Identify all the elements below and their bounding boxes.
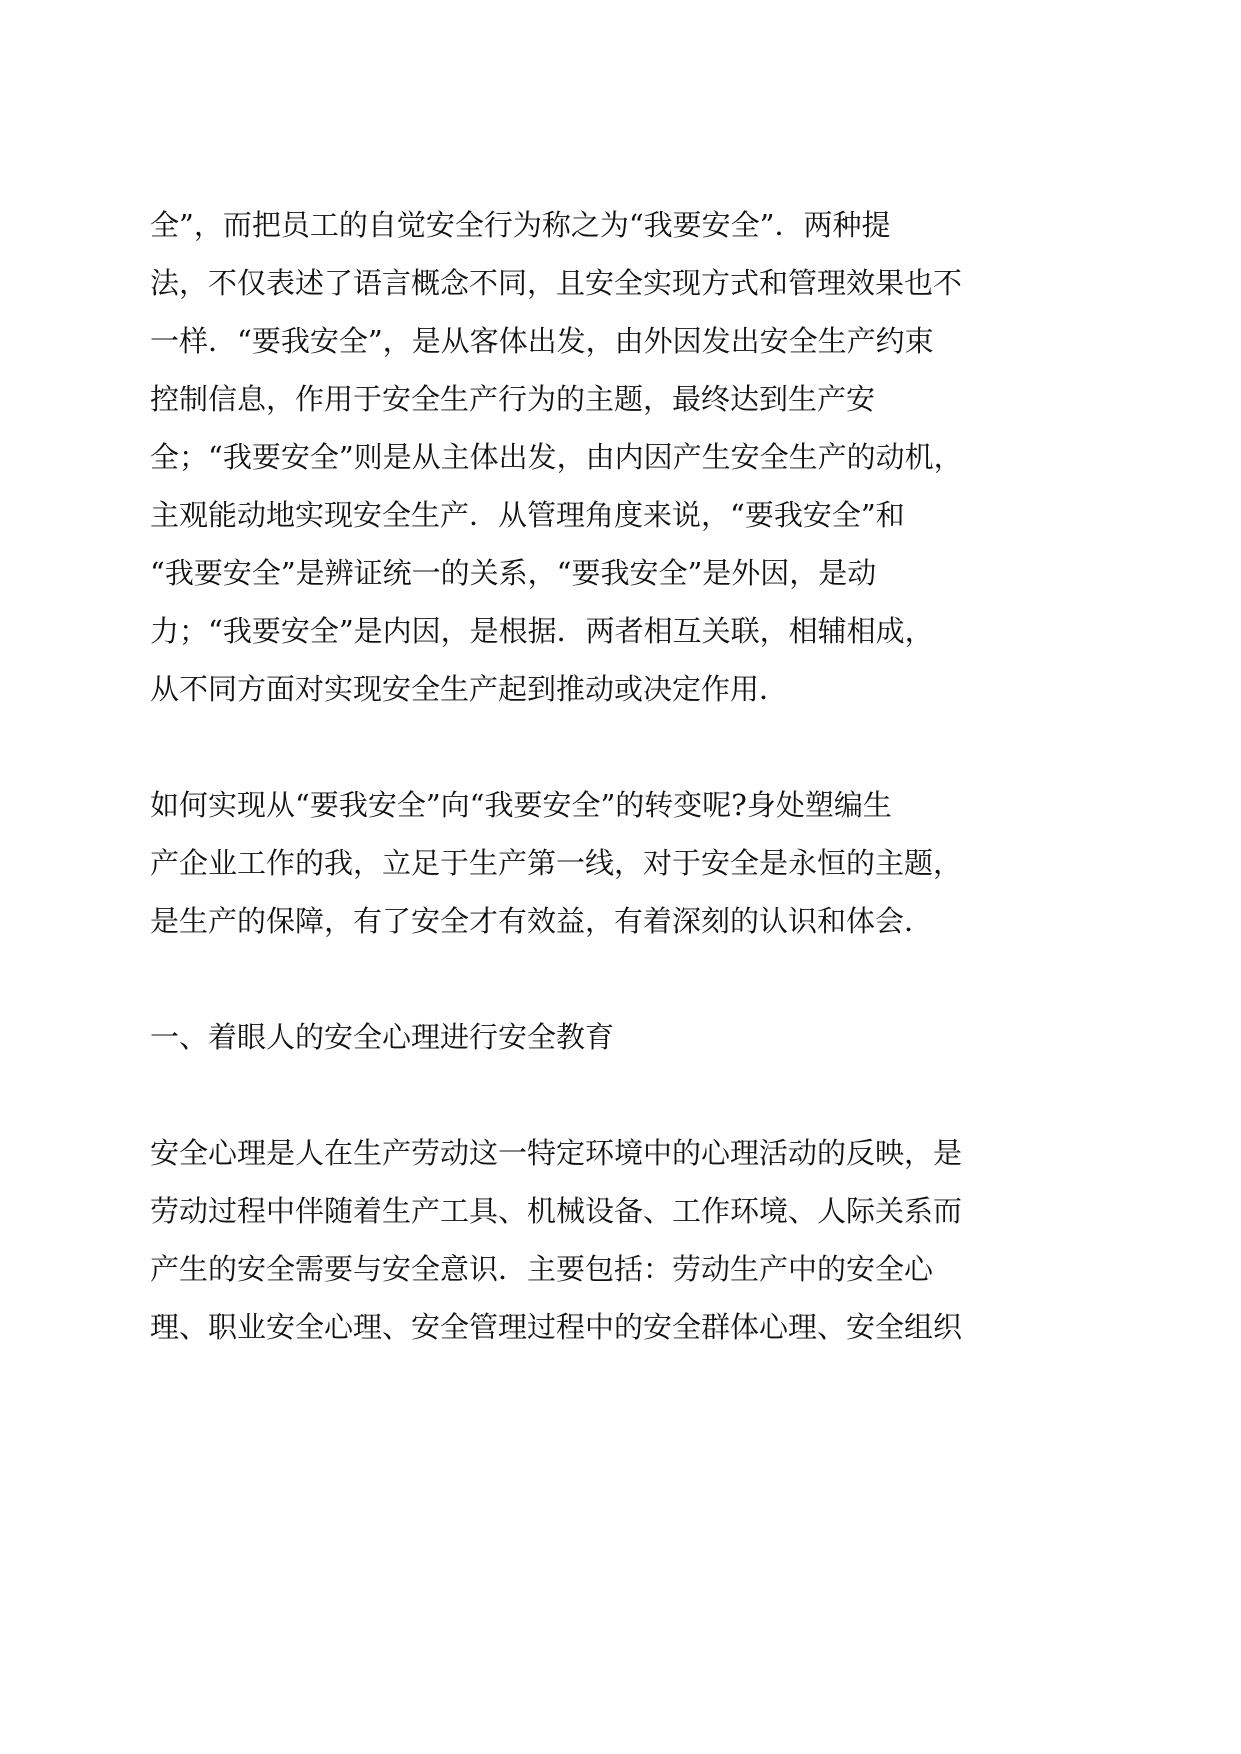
paragraph-1-line: 一样．“要我安全”，是从客体出发，由外因发出安全生产约束 [150, 324, 934, 358]
paragraph-2-line: 是生产的保障，有了安全才有效益，有着深刻的认识和体会． [150, 904, 934, 938]
paragraph-2-line: 如何实现从“要我安全”向“我要安全”的转变呢?身处塑编生 [150, 788, 892, 822]
paragraph-3-line: 产生的安全需要与安全意识．主要包括：劳动生产中的安全心 [150, 1252, 934, 1286]
paragraph-3-line: 安全心理是人在生产劳动这一特定环境中的心理活动的反映，是 [150, 1136, 963, 1170]
paragraph-1-line: 力；“我要安全”是内因，是根据．两者相互关联，相辅相成， [150, 614, 934, 648]
paragraph-3-line: 理、职业安全心理、安全管理过程中的安全群体心理、安全组织 [150, 1310, 963, 1344]
paragraph-3-line: 劳动过程中伴随着生产工具、机械设备、工作环境、人际关系而 [150, 1194, 963, 1228]
paragraph-1-line: 法，不仅表述了语言概念不同，且安全实现方式和管理效果也不 [150, 266, 963, 300]
paragraph-1-line: “我要安全”是辨证统一的关系，“要我安全”是外因，是动 [150, 556, 877, 590]
paragraph-1-line: 全”，而把员工的自觉安全行为称之为“我要安全”．两种提 [150, 208, 891, 242]
paragraph-2-line: 产企业工作的我，立足于生产第一线，对于安全是永恒的主题， [150, 846, 963, 880]
paragraph-1-line: 从不同方面对实现安全生产起到推动或决定作用． [150, 672, 789, 706]
paragraph-1-line: 全；“我要安全”则是从主体出发，由内因产生安全生产的动机， [150, 440, 963, 474]
paragraph-1-line: 控制信息，作用于安全生产行为的主题，最终达到生产安 [150, 382, 876, 416]
section-heading: 一、着眼人的安全心理进行安全教育 [150, 1020, 615, 1054]
paragraph-1-line: 主观能动地实现安全生产．从管理角度来说，“要我安全”和 [150, 498, 905, 532]
